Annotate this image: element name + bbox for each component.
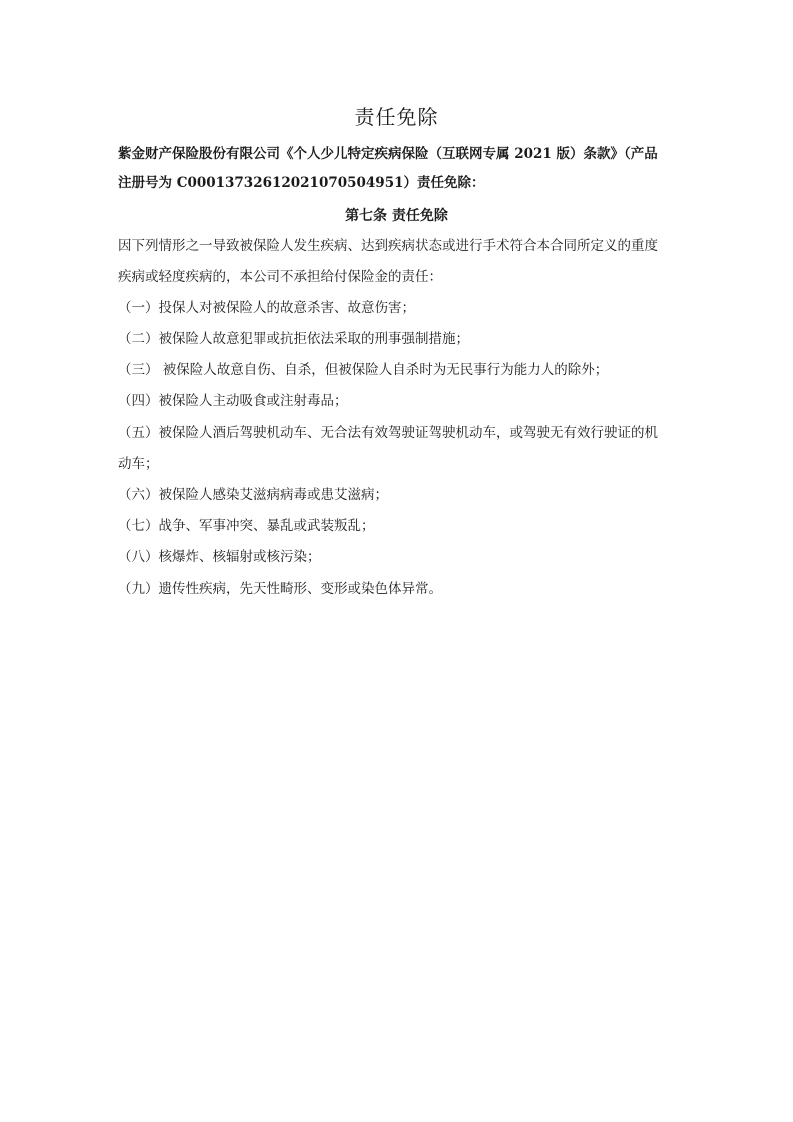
exclusion-item: （五）被保险人酒后驾驶机动车、无合法有效驾驶证驾驶机动车，或驾驶无有效行驶证的机 [118,425,658,441]
exclusion-item: （九）遗传性疾病，先天性畸形、变形或染色体异常。 [118,581,442,597]
exclusion-item: （六）被保险人感染艾滋病病毒或患艾滋病； [118,487,388,503]
intro-line: 注册号为 C00013732612021070504951）责任免除： [118,175,485,191]
intro-paragraph [118,140,683,198]
exclusion-item: （八）核爆炸、核辐射或核污染； [118,549,321,565]
intro-line: 紫金财产保险股份有限公司《个人少儿特定疾病保险（互联网专属 2021 版）条款》（产品 [118,146,658,162]
exclusion-item: （三） 被保险人故意自伤、自杀，但被保险人自杀时为无民事行为能力人的除外； [118,362,609,378]
document-title: 责任免除 [354,105,439,129]
exclusion-item: （七）战争、军事冲突、暴乱或武装叛乱； [118,518,375,534]
lead-line: 疾病或轻度疾病的，本公司不承担给付保险金的责任： [118,269,442,285]
exclusion-item: （一）投保人对被保险人的故意杀害、故意伤害； [118,300,415,316]
exclusion-item-continuation: 动车； [118,456,159,472]
lead-line: 因下列情形之一导致被保险人发生疾病、达到疾病状态或进行手术符合本合同所定义的重度 [118,238,658,254]
exclusion-item: （四）被保险人主动吸食或注射毒品； [118,393,348,409]
exclusion-item: （二）被保险人故意犯罪或抗拒依法采取的刑事强制措施； [118,331,469,347]
article-heading: 第七条 责任免除 [345,208,448,224]
